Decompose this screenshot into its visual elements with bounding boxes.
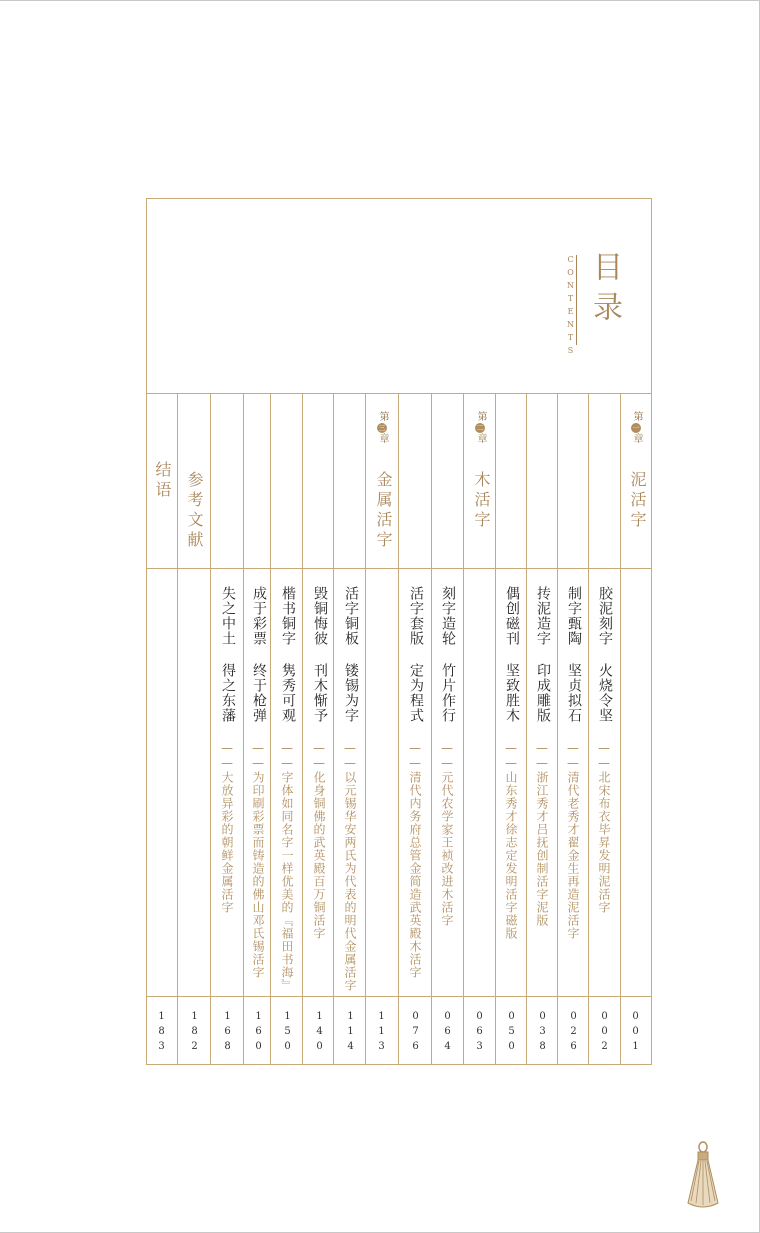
entry-page-number: 160 (253, 1011, 264, 1056)
entry-title[interactable]: 楷书铜字 隽秀可观 (280, 586, 296, 723)
entry-page-number: 050 (506, 1011, 517, 1056)
entry-subtitle: ——浙江秀才吕抚创制活字泥版 (535, 741, 549, 927)
column-divider (620, 393, 621, 1065)
page-title-en: CONTENTS (566, 255, 575, 359)
chapter-page-number: 001 (630, 1011, 641, 1056)
chapter-row-divider (146, 568, 652, 569)
column-divider (210, 393, 211, 1065)
references-page-number: 182 (189, 1011, 200, 1056)
entry-title[interactable]: 抟泥造字 印成雕版 (535, 586, 551, 723)
entry-subtitle: ——清代老秀才翟金生再造泥活字 (566, 741, 580, 940)
column-divider (431, 393, 432, 1065)
entry-title[interactable]: 失之中土 得之东藩 (220, 586, 236, 723)
chapter-word: 章 (475, 433, 486, 445)
column-divider (495, 393, 496, 1065)
chapter-number-badge: 三 (378, 423, 386, 433)
entry-title[interactable]: 活字套版 定为程式 (408, 586, 424, 723)
column-divider (243, 393, 244, 1065)
column-divider (177, 393, 178, 1065)
column-divider (463, 393, 464, 1065)
entry-page-number: 026 (568, 1011, 579, 1056)
entry-subtitle: ——大放异彩的朝鲜金属活字 (220, 741, 234, 914)
column-divider (398, 393, 399, 1065)
entry-title[interactable]: 偶创磁刊 坚致胜木 (504, 586, 520, 723)
chapter-word: 第 (377, 411, 388, 423)
column-divider (526, 393, 527, 1065)
entry-title[interactable]: 胶泥刻字 火烧令坚 (597, 586, 613, 723)
entry-page-number: 150 (282, 1011, 293, 1056)
entry-subtitle: ——清代内务府总管金简造武英殿木活字 (408, 741, 422, 979)
page-row-divider (146, 996, 652, 997)
column-divider (557, 393, 558, 1065)
chapter-label (473, 411, 488, 445)
column-divider (588, 393, 589, 1065)
conclusion-page-number: 183 (156, 1011, 167, 1056)
chapter-number-badge: 一 (632, 423, 640, 433)
entry-page-number: 064 (442, 1011, 453, 1056)
entry-title[interactable]: 制字甄陶 坚贞拟石 (566, 586, 582, 723)
chapter-word: 第 (631, 411, 642, 423)
entry-subtitle: ——元代农学家王祯改进木活字 (440, 741, 454, 927)
chapter-word: 第 (475, 411, 486, 423)
chapter-label (375, 411, 390, 445)
chapter-label (629, 411, 644, 445)
references-label[interactable]: 参考文献 (185, 471, 204, 551)
chapter-name[interactable]: 金属活字 (374, 471, 393, 551)
chapter-name[interactable]: 木活字 (472, 471, 491, 531)
entry-page-number: 038 (537, 1011, 548, 1056)
entry-title[interactable]: 刻字造轮 竹片作行 (440, 586, 456, 723)
chapter-page-number: 113 (376, 1011, 387, 1056)
entry-page-number: 168 (222, 1011, 233, 1056)
entry-page-number: 114 (345, 1011, 356, 1056)
chapter-word: 章 (631, 433, 642, 445)
entry-subtitle: ——字体如同名字一样优美的『福田书海』 (280, 741, 294, 992)
entry-title[interactable]: 活字铜板 镂锡为字 (343, 586, 359, 723)
column-divider (365, 393, 366, 1065)
chapter-word: 章 (377, 433, 388, 445)
entry-page-number: 140 (314, 1011, 325, 1056)
chapter-number-badge: 二 (476, 423, 484, 433)
entry-subtitle: ——为印刷彩票而铸造的佛山邓氏锡活字 (251, 741, 265, 979)
page-title: 目录 (587, 251, 622, 331)
conclusion-label[interactable]: 结语 (153, 461, 172, 501)
entry-page-number: 076 (410, 1011, 421, 1056)
chapter-name[interactable]: 泥活字 (628, 471, 647, 531)
entry-page-number: 002 (599, 1011, 610, 1056)
column-divider (302, 393, 303, 1065)
entry-title[interactable]: 毁铜悔彼 刊木惭予 (312, 586, 328, 723)
entry-title[interactable]: 成于彩票 终于枪弹 (251, 586, 267, 723)
entry-subtitle: ——山东秀才徐志定发明活字磁版 (504, 741, 518, 940)
column-divider (333, 393, 334, 1065)
chapter-page-number: 063 (474, 1011, 485, 1056)
entry-subtitle: ——北宋布衣毕昇发明泥活字 (597, 741, 611, 914)
entry-subtitle: ——以元锡华安两氏为代表的明代金属活字 (343, 741, 357, 992)
entry-subtitle: ——化身铜佛的武英殿百万铜活字 (312, 741, 326, 940)
header-divider (146, 393, 652, 394)
column-divider (270, 393, 271, 1065)
tassel-icon (680, 1141, 726, 1211)
